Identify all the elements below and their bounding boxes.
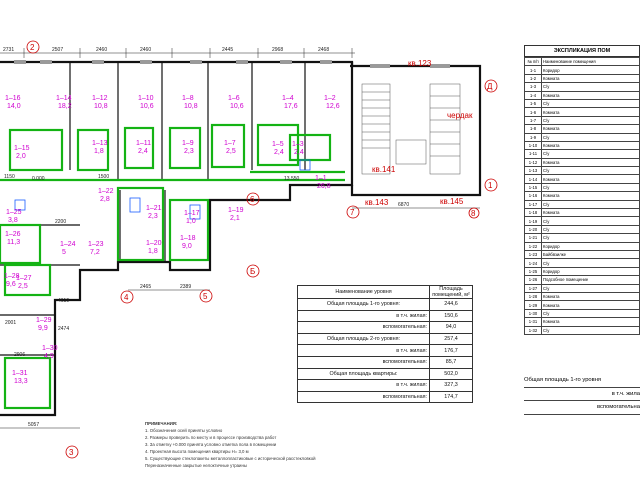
explication-row-name: Комната bbox=[542, 91, 640, 99]
room-code: 1–7 bbox=[224, 140, 236, 147]
room-code: 1–12 bbox=[92, 95, 108, 102]
explication-header-name: Наименование помещения bbox=[542, 58, 640, 66]
explication-row-name: Подсобное помещение bbox=[542, 276, 640, 284]
explication-row-name: Комната bbox=[542, 209, 640, 217]
room-code: 1–19 bbox=[228, 207, 244, 214]
notes-line: 5. Существующие стеклопакеты металлопластиковые с исторической расстекловкой bbox=[145, 456, 316, 461]
explication-row-num: 1-16 bbox=[525, 192, 542, 200]
explication-row-name: Коридор bbox=[542, 66, 640, 74]
explication-row bbox=[525, 133, 640, 141]
explication-row-num: 1-22 bbox=[525, 242, 542, 250]
apartment-label-123: кв.123 bbox=[408, 59, 432, 68]
summary-row-value: 176,7 bbox=[430, 345, 473, 357]
room-area: 11,3 bbox=[7, 239, 21, 246]
explication-row bbox=[525, 267, 640, 275]
explication-row bbox=[525, 167, 640, 175]
axis-4: 4 bbox=[124, 293, 129, 302]
room-code: 1–14 bbox=[56, 95, 72, 102]
room-code: 1–11 bbox=[136, 140, 152, 147]
explication-row bbox=[525, 141, 640, 149]
summary-row-value: 174,7 bbox=[430, 391, 473, 403]
room-code: 1–21 bbox=[146, 205, 162, 212]
explication-footer-aux: вспомогательна bbox=[524, 401, 640, 415]
room-area: 2,3 bbox=[148, 213, 158, 220]
room-area: 14,0 bbox=[7, 103, 21, 110]
explication-row-num: 1-10 bbox=[525, 141, 542, 149]
room-area: 10,6 bbox=[140, 103, 154, 110]
explication-row-name: С/у bbox=[542, 183, 640, 191]
explication-row bbox=[525, 66, 640, 74]
explication-row bbox=[525, 108, 640, 116]
explication-row bbox=[525, 175, 640, 183]
room-area: 9,0 bbox=[182, 243, 192, 250]
explication-row-num: 1-15 bbox=[525, 183, 542, 191]
room-code: 1–24 bbox=[60, 241, 76, 248]
summary-row-value: 150,6 bbox=[430, 310, 473, 322]
summary-row-label: Общая площадь квартиры: bbox=[298, 368, 430, 380]
summary-row-label: вспомогательная: bbox=[298, 391, 430, 403]
explication-row-num: 1-29 bbox=[525, 301, 542, 309]
notes-block bbox=[145, 420, 385, 469]
explication-row bbox=[525, 183, 640, 191]
summary-row-value: 94,0 bbox=[430, 322, 473, 334]
summary-row bbox=[298, 391, 473, 403]
explication-row bbox=[525, 326, 640, 334]
explication-row-num: 1-6 bbox=[525, 108, 542, 116]
summary-row-value: 502,0 bbox=[430, 368, 473, 380]
dim-top-3: 2460 bbox=[96, 47, 108, 53]
room-code: 1–6 bbox=[228, 95, 240, 102]
explication-row-num: 1-3 bbox=[525, 83, 542, 91]
summary-row-label: вспомогательная: bbox=[298, 356, 430, 368]
explication-row-name: Комната bbox=[542, 125, 640, 133]
summary-row bbox=[298, 299, 473, 311]
room-area: 10,8 bbox=[184, 103, 198, 110]
summary-row-label: Общая площадь 2-го уровня: bbox=[298, 333, 430, 345]
dim-1500: 1500 bbox=[98, 174, 110, 180]
level-mark-upper: 13.550 bbox=[284, 176, 300, 182]
room-area: 2,4 bbox=[138, 148, 148, 155]
room-code: 1–16 bbox=[5, 95, 21, 102]
apartment-label-145: кв.145 bbox=[440, 197, 464, 206]
explication-row bbox=[525, 225, 640, 233]
room-code: 1–5 bbox=[272, 141, 284, 148]
axis-d: Д bbox=[487, 82, 493, 91]
room-code: 1–30 bbox=[42, 345, 58, 352]
room-area: 2,8 bbox=[100, 196, 110, 203]
explication-row-num: 1-13 bbox=[525, 167, 542, 175]
explication-row-name: С/у bbox=[542, 99, 640, 107]
axis-6: 6 bbox=[250, 195, 255, 204]
room-code: 1–22 bbox=[98, 188, 114, 195]
room-code: 1–27 bbox=[16, 275, 32, 282]
attic-label: чердак bbox=[447, 111, 473, 120]
explication-footer-living: в т.ч. жила bbox=[524, 388, 640, 402]
room-area: 2,5 bbox=[18, 283, 28, 290]
summary-row-value: 257,4 bbox=[430, 333, 473, 345]
notes-line: 3. За отметку +0.000 принята условно отметка пола в помещении bbox=[145, 442, 277, 447]
room-area: 13,3 bbox=[14, 378, 28, 385]
room-area: 2,0 bbox=[16, 153, 26, 160]
explication-row-name: С/у bbox=[542, 309, 640, 317]
room-area: 2,4 bbox=[274, 149, 284, 156]
explication-row bbox=[525, 125, 640, 133]
room-area: 2,5 bbox=[226, 148, 236, 155]
staircase bbox=[362, 84, 460, 174]
explication-row bbox=[525, 301, 640, 309]
explication-row-name: Комната bbox=[542, 318, 640, 326]
explication-row bbox=[525, 209, 640, 217]
room-code: 1–28 bbox=[4, 273, 20, 280]
room-code: 1–2 bbox=[324, 95, 336, 102]
dim-2001: 2001 bbox=[5, 320, 17, 326]
explication-row-name: Коридор bbox=[542, 242, 640, 250]
dim-top-6: 2968 bbox=[272, 47, 284, 53]
room-code: 1–31 bbox=[12, 370, 28, 377]
axis-8: 8 bbox=[471, 209, 476, 218]
room-code: 1–18 bbox=[180, 235, 196, 242]
room-area: 2,3 bbox=[184, 148, 194, 155]
dim-2906: 2906 bbox=[14, 352, 26, 358]
summary-row bbox=[298, 333, 473, 345]
room-area: 9,9 bbox=[38, 325, 48, 332]
explication-row-name: Комната bbox=[542, 192, 640, 200]
room-code: 1–9 bbox=[182, 140, 194, 147]
room-area: 2,1 bbox=[230, 215, 240, 222]
dim-2474: 2474 bbox=[58, 326, 70, 332]
explication-row bbox=[525, 99, 640, 107]
notes-title: ПРИМЕЧАНИЯ: bbox=[145, 421, 178, 426]
notes-line: 2. Размеры проверить по месту и в процессе производства работ bbox=[145, 435, 277, 440]
explication-row-name: С/у bbox=[542, 83, 640, 91]
explication-row-name: Байбвзилке bbox=[542, 250, 640, 258]
explication-row bbox=[525, 150, 640, 158]
axis-3: 3 bbox=[69, 448, 74, 457]
room-code: 1–3 bbox=[292, 141, 304, 148]
room-area: 10,8 bbox=[94, 103, 108, 110]
notes-line: 1. Обозначения осей приняты условно bbox=[145, 428, 223, 433]
explication-row-num: 1-7 bbox=[525, 116, 542, 124]
axis-b: Б bbox=[250, 267, 256, 276]
room-code: 1–1 bbox=[315, 175, 327, 182]
explication-row-num: 1-8 bbox=[525, 125, 542, 133]
room-area: 1,8 bbox=[94, 148, 104, 155]
room-code: 1–23 bbox=[88, 241, 104, 248]
explication-footer bbox=[524, 374, 640, 415]
room-area: 5 bbox=[62, 249, 66, 256]
explication-row bbox=[525, 309, 640, 317]
explication-row-name: Комната bbox=[542, 301, 640, 309]
summary-row bbox=[298, 322, 473, 334]
explication-row-name: С/у bbox=[542, 284, 640, 292]
notes-line: Переназначенные закрытые нелоктичные утраины bbox=[145, 463, 247, 468]
explication-row-num: 1-18 bbox=[525, 209, 542, 217]
dim-2389: 2389 bbox=[180, 284, 192, 290]
explication-row bbox=[525, 217, 640, 225]
explication-row-name: Коридор bbox=[542, 267, 640, 275]
room-code: 1–4 bbox=[282, 95, 294, 102]
explication-row-name: Комната bbox=[542, 158, 640, 166]
explication-row-num: 1-26 bbox=[525, 276, 542, 284]
room-area: 2,4 bbox=[294, 149, 304, 156]
explication-row-name: Комната bbox=[542, 175, 640, 183]
explication-row-num: 1-23 bbox=[525, 250, 542, 258]
explication-title: ЭКСПЛИКАЦИЯ ПОМ bbox=[524, 45, 640, 57]
explication-row-num: 1-14 bbox=[525, 175, 542, 183]
notes-line: 4. Проектная высота помещения квартиры H= 3,0 м bbox=[145, 449, 249, 454]
explication-row-name: С/у bbox=[542, 225, 640, 233]
dim-top-7: 2468 bbox=[318, 47, 330, 53]
summary-header-right: Площадь помещений, м² bbox=[430, 286, 473, 299]
apartment-label-141: кв.141 bbox=[372, 165, 396, 174]
explication-row-num: 1-17 bbox=[525, 200, 542, 208]
room-area: 10,6 bbox=[230, 103, 244, 110]
new-partitions bbox=[0, 125, 345, 408]
summary-row-label: в т.ч. жилая: bbox=[298, 345, 430, 357]
summary-row-label: Общая площадь 1-го уровня: bbox=[298, 299, 430, 311]
dim-top-4: 2460 bbox=[140, 47, 152, 53]
summary-row-label: в т.ч. жилая: bbox=[298, 310, 430, 322]
room-code: 1–20 bbox=[146, 240, 162, 247]
explication-row-num: 1-27 bbox=[525, 284, 542, 292]
explication-row-num: 1-24 bbox=[525, 259, 542, 267]
explication-row-num: 1-32 bbox=[525, 326, 542, 334]
dim-1150: 1150 bbox=[4, 174, 15, 180]
explication-row-num: 1-1 bbox=[525, 66, 542, 74]
explication-row bbox=[525, 250, 640, 258]
summary-header-left: Наименование уровня bbox=[298, 286, 430, 299]
explication-row-num: 1-19 bbox=[525, 217, 542, 225]
room-code: 1–10 bbox=[138, 95, 154, 102]
explication-footer-total: Общая площадь 1-го уровня bbox=[524, 374, 640, 388]
explication-row-num: 1-11 bbox=[525, 150, 542, 158]
dim-5057: 5057 bbox=[28, 422, 40, 428]
explication-table bbox=[524, 45, 640, 335]
explication-row bbox=[525, 234, 640, 242]
summary-row-value: 244,6 bbox=[430, 299, 473, 311]
explication-row bbox=[525, 74, 640, 82]
room-area: 1,0 bbox=[186, 218, 196, 225]
dim-4619: 4619 bbox=[58, 298, 70, 304]
explication-row-num: 1-4 bbox=[525, 91, 542, 99]
room-code: 1–17 bbox=[184, 210, 200, 217]
explication-row-num: 1-12 bbox=[525, 158, 542, 166]
explication-row-name: С/у bbox=[542, 326, 640, 334]
explication-row-name: Комната bbox=[542, 141, 640, 149]
dim-2200: 2200 bbox=[55, 219, 67, 225]
explication-row bbox=[525, 116, 640, 124]
dim-top-2: 2507 bbox=[52, 47, 64, 53]
room-code: 1–15 bbox=[14, 145, 30, 152]
explication-row-num: 1-21 bbox=[525, 234, 542, 242]
summary-row-value: 327,3 bbox=[430, 380, 473, 392]
summary-row-label: вспомогательная: bbox=[298, 322, 430, 334]
explication-row-name: С/у bbox=[542, 116, 640, 124]
explication-row bbox=[525, 192, 640, 200]
summary-row-value: 85,7 bbox=[430, 356, 473, 368]
explication-row-num: 1-2 bbox=[525, 74, 542, 82]
explication-row-num: 1-25 bbox=[525, 267, 542, 275]
explication-row-name: С/у bbox=[542, 217, 640, 225]
explication-row-name: С/у bbox=[542, 259, 640, 267]
explication-row-name: Комната bbox=[542, 74, 640, 82]
explication-row-num: 1-9 bbox=[525, 133, 542, 141]
explication-row-name: С/у bbox=[542, 234, 640, 242]
explication-row-num: 1-28 bbox=[525, 292, 542, 300]
explication-row-name: Комната bbox=[542, 292, 640, 300]
room-area: 18,2 bbox=[58, 103, 72, 110]
room-code: 1–25 bbox=[6, 209, 22, 216]
explication-row-name: С/у bbox=[542, 167, 640, 175]
explication-row-name: С/у bbox=[542, 150, 640, 158]
explication-row-num: 1-5 bbox=[525, 99, 542, 107]
explication-row-name: Комната bbox=[542, 108, 640, 116]
room-area: 26,8 bbox=[317, 183, 331, 190]
explication-row bbox=[525, 83, 640, 91]
explication-row bbox=[525, 158, 640, 166]
explication-row-num: 1-30 bbox=[525, 309, 542, 317]
axis-7: 7 bbox=[350, 208, 355, 217]
summary-row bbox=[298, 310, 473, 322]
explication-row-name: С/у bbox=[542, 133, 640, 141]
axis-5: 5 bbox=[203, 292, 208, 301]
summary-row-label: в т.ч. жилая: bbox=[298, 380, 430, 392]
explication-row bbox=[525, 200, 640, 208]
room-area: 3,8 bbox=[8, 217, 18, 224]
dim-top-1: 2731 bbox=[3, 47, 15, 53]
explication-row-num: 1-31 bbox=[525, 318, 542, 326]
summary-row bbox=[298, 380, 473, 392]
room-code: 1–29 bbox=[36, 317, 52, 324]
room-area: 1,8 bbox=[148, 248, 158, 255]
room-area: 9,6 bbox=[6, 281, 16, 288]
room-area: 17,6 bbox=[284, 103, 298, 110]
room-area: 12,6 bbox=[326, 103, 340, 110]
explication-row-num: 1-20 bbox=[525, 225, 542, 233]
room-code: 1–13 bbox=[92, 140, 108, 147]
room-area: 7,2 bbox=[90, 249, 100, 256]
explication-row bbox=[525, 91, 640, 99]
dim-top-5: 2445 bbox=[222, 47, 234, 53]
axis-1: 1 bbox=[488, 181, 493, 190]
room-code: 1–8 bbox=[182, 95, 194, 102]
dim-6870: 6870 bbox=[398, 202, 410, 208]
summary-row bbox=[298, 356, 473, 368]
explication-row bbox=[525, 276, 640, 284]
explication-row bbox=[525, 318, 640, 326]
explication-header-num: № п/п bbox=[525, 58, 542, 66]
explication-row bbox=[525, 292, 640, 300]
explication-row bbox=[525, 242, 640, 250]
explication-row-name: С/у bbox=[542, 200, 640, 208]
dim-2465: 2465 bbox=[140, 284, 152, 290]
summary-row bbox=[298, 368, 473, 380]
room-area: 4,9 bbox=[44, 353, 54, 360]
room-code: 1–26 bbox=[5, 231, 21, 238]
explication-row bbox=[525, 259, 640, 267]
level-mark-0: 0.000 bbox=[32, 176, 45, 182]
area-summary-table bbox=[297, 285, 473, 403]
summary-row bbox=[298, 345, 473, 357]
explication-row bbox=[525, 284, 640, 292]
apartment-label-143: кв.143 bbox=[365, 198, 389, 207]
axis-2: 2 bbox=[30, 43, 35, 52]
